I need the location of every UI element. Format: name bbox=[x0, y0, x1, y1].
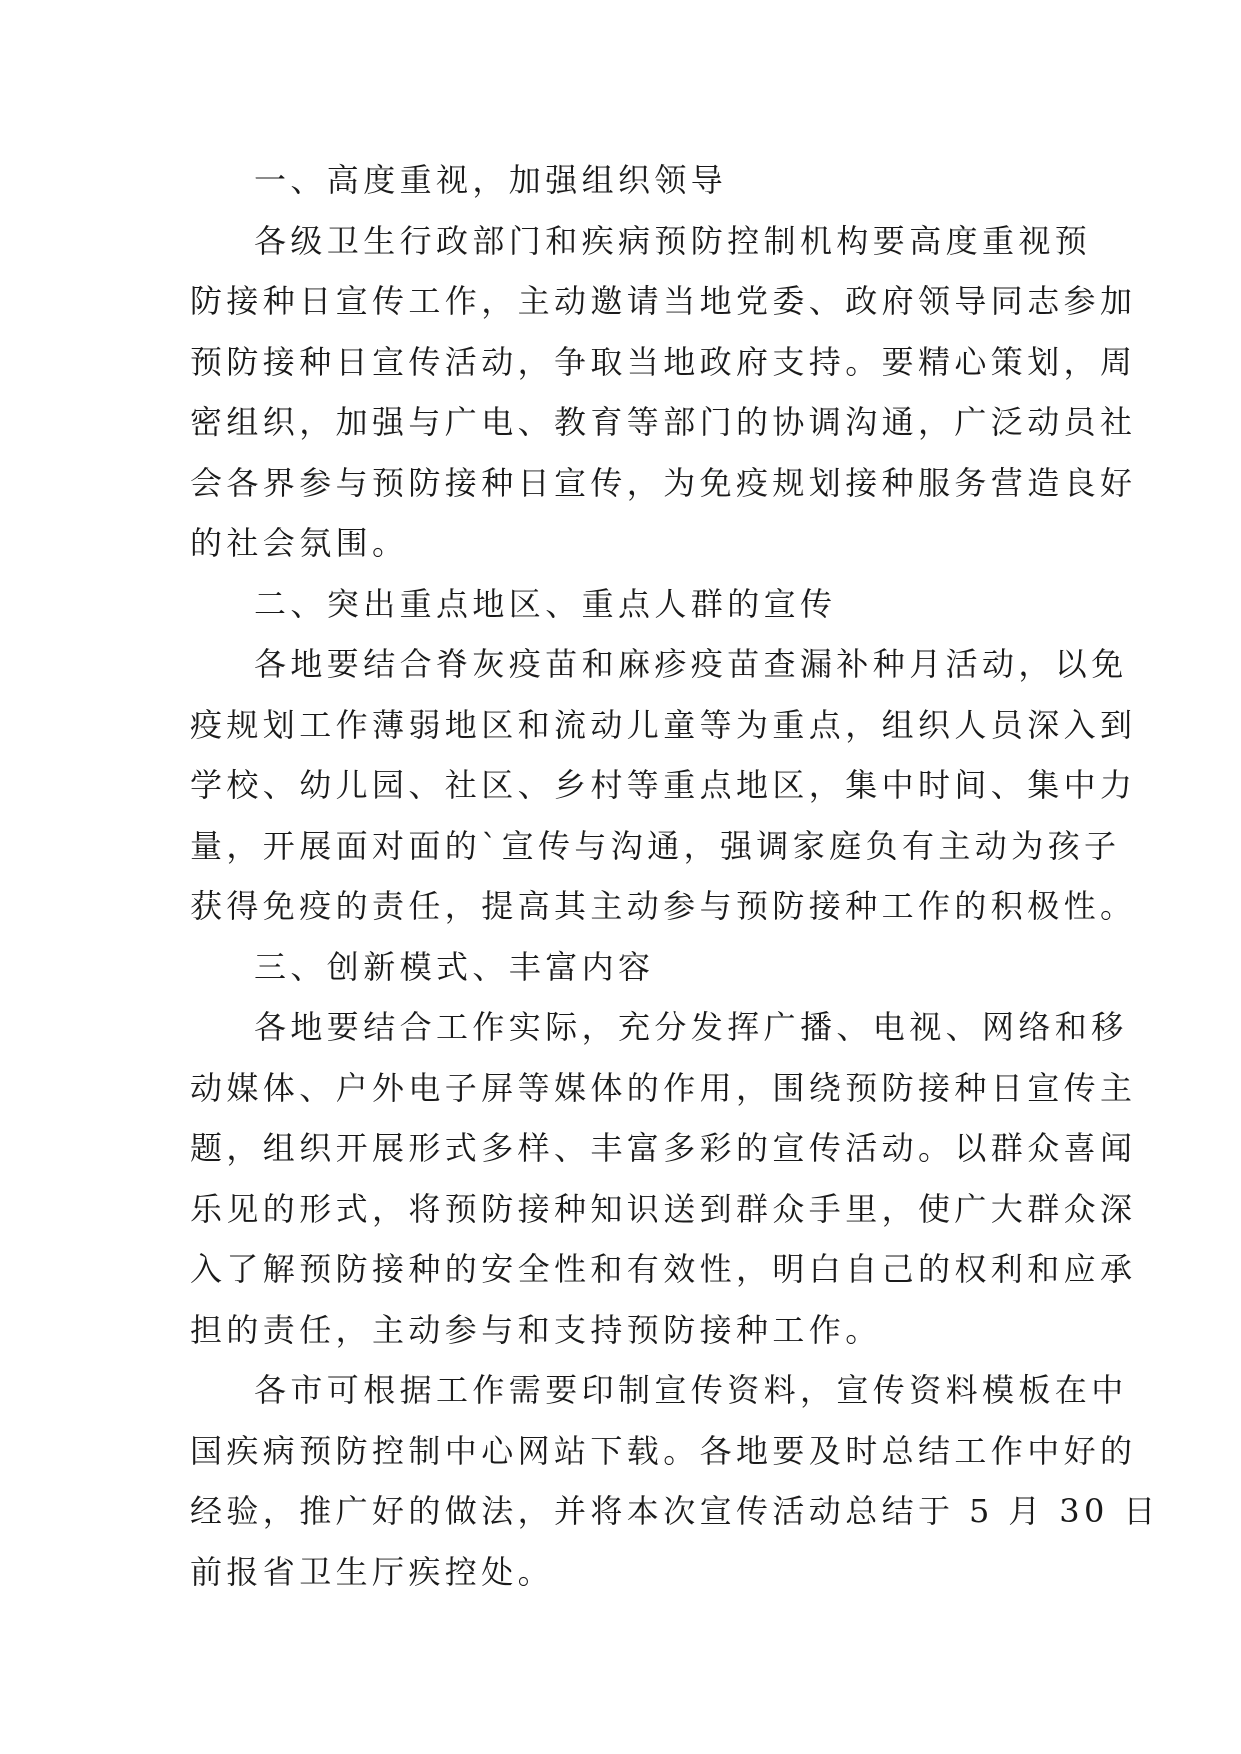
text-line: 获得免疫的责任，提高其主动参与预防接种工作的积极性。 bbox=[190, 887, 1137, 925]
text-line: 密组织，加强与广电、教育等部门的协调沟通，广泛动员社 bbox=[190, 403, 1137, 441]
text-line: 各地要结合脊灰疫苗和麻疹疫苗查漏补种月活动，以免 bbox=[254, 645, 1128, 683]
text-line: 疫规划工作薄弱地区和流动儿童等为重点，组织人员深入到 bbox=[190, 705, 1137, 744]
text-line: 各地要结合工作实际，充分发挥广播、电视、网络和移 bbox=[254, 1008, 1128, 1046]
text-line: 二、突出重点地区、重点人群的宣传 bbox=[254, 584, 837, 623]
text-line: 题，组织开展形式多样、丰富多彩的宣传活动。以群众喜闻 bbox=[190, 1129, 1137, 1167]
text-line: 各级卫生行政部门和疾病预防控制机构要高度重视预 bbox=[254, 221, 1092, 260]
text-line: 动媒体、户外电子屏等媒体的作用，围绕预防接种日宣传主 bbox=[190, 1068, 1137, 1107]
text-line: 经验，推广好的做法，并将本次宣传活动总结于 5 月 30 日 bbox=[190, 1492, 1160, 1530]
text-line: 量，开展面对面的`宣传与沟通，强调家庭负有主动为孩子 bbox=[190, 826, 1121, 865]
text-line: 乐见的形式，将预防接种知识送到群众手里，使广大群众深 bbox=[190, 1189, 1137, 1228]
document-body bbox=[190, 150, 1160, 1602]
text-line: 防接种日宣传工作，主动邀请当地党委、政府领导同志参加 bbox=[190, 282, 1137, 320]
text-line: 担的责任，主动参与和支持预防接种工作。 bbox=[190, 1310, 882, 1349]
text-line: 入了解预防接种的安全性和有效性，明白自己的权利和应承 bbox=[190, 1250, 1137, 1288]
text-line: 的社会氛围。 bbox=[190, 524, 409, 562]
text-line: 一、高度重视，加强组织领导 bbox=[254, 161, 728, 199]
text-line: 各市可根据工作需要印制宣传资料，宣传资料模板在中 bbox=[254, 1371, 1128, 1409]
text-line: 学校、幼儿园、社区、乡村等重点地区，集中时间、集中力 bbox=[190, 766, 1137, 804]
text-line: 三、创新模式、丰富内容 bbox=[254, 947, 655, 986]
text-line: 会各界参与预防接种日宣传，为免疫规划接种服务营造良好 bbox=[190, 463, 1137, 502]
text-line: 前报省卫生厅疾控处。 bbox=[190, 1552, 555, 1591]
text-line: 预防接种日宣传活动，争取当地政府支持。要精心策划，周 bbox=[190, 342, 1137, 381]
text-line: 国疾病预防控制中心网站下载。各地要及时总结工作中好的 bbox=[190, 1431, 1137, 1470]
